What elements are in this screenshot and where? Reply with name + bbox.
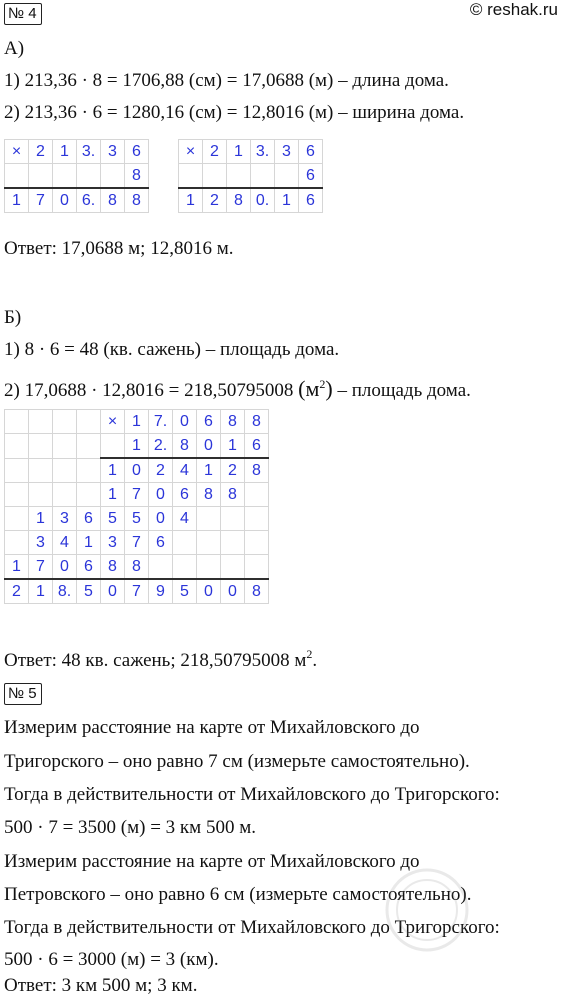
- grid-cell: 6: [173, 483, 197, 507]
- grid-cell: ×: [179, 140, 203, 164]
- grid-row: [5, 507, 269, 531]
- grid-cell: 0: [149, 507, 173, 531]
- grid-cell: [5, 531, 29, 555]
- grid-cell: 6: [299, 188, 323, 213]
- grid-cell: [53, 410, 77, 434]
- grid-cell: 7: [125, 483, 149, 507]
- grid-cell: [5, 458, 29, 483]
- watermark-icon: [382, 865, 472, 955]
- grid-cell: 6: [299, 164, 323, 189]
- grid-cell: 8: [125, 164, 149, 189]
- grid-cell: 8: [125, 188, 149, 213]
- grid-cell: 6: [77, 555, 101, 580]
- grid-row: [5, 531, 269, 555]
- grid-row: [179, 164, 323, 189]
- grid-cell: 1: [179, 188, 203, 213]
- grid-cell: 1: [29, 579, 53, 604]
- section-a-answer: Ответ: 17,0688 м; 12,8016 м.: [4, 238, 234, 259]
- grid-row: [5, 434, 269, 459]
- grid-cell: 5: [125, 507, 149, 531]
- grid-row: [5, 410, 269, 434]
- grid-cell: [77, 164, 101, 189]
- grid-cell: 2.: [149, 434, 173, 459]
- grid-cell: [179, 164, 203, 189]
- section-b-line-1: 1) 8 · 6 = 48 (кв. сажень) – площадь дома.: [4, 339, 340, 360]
- grid-cell: 1: [197, 458, 221, 483]
- grid-cell: 2: [5, 579, 29, 604]
- grid-cell: [173, 531, 197, 555]
- grid-cell: 2: [221, 458, 245, 483]
- grid-cell: [221, 507, 245, 531]
- grid-cell: 0: [53, 188, 77, 213]
- grid-cell: [173, 555, 197, 580]
- grid-cell: 1: [125, 410, 149, 434]
- grid-cell: [53, 483, 77, 507]
- grid-cell: [5, 410, 29, 434]
- grid-cell: 8: [101, 188, 125, 213]
- grid-cell: 4: [53, 531, 77, 555]
- section-a-label: А): [4, 38, 25, 59]
- grid-cell: [221, 531, 245, 555]
- grid-cell: [53, 434, 77, 459]
- section-a-line-1: 1) 213,36 · 8 = 1706,88 (см) = 17,0688 (м) – длина дома.: [4, 70, 449, 91]
- task5-answer: Ответ: 3 км 500 м; 3 км.: [4, 975, 198, 996]
- grid-cell: 8.: [53, 579, 77, 604]
- grid-cell: [5, 164, 29, 189]
- grid-cell: [5, 507, 29, 531]
- grid-cell: 5: [77, 579, 101, 604]
- grid-cell: ×: [5, 140, 29, 164]
- grid-cell: 9: [149, 579, 173, 604]
- grid-cell: [77, 410, 101, 434]
- task5-line-7: Тогда в действительности от Михайловского до Тригорского:: [4, 917, 500, 938]
- grid-cell: 1: [101, 458, 125, 483]
- grid-cell: 7.: [149, 410, 173, 434]
- grid-cell: 0: [125, 458, 149, 483]
- grid-cell: [197, 507, 221, 531]
- grid-row: [179, 140, 323, 164]
- grid-cell: 8: [173, 434, 197, 459]
- grid-cell: [5, 434, 29, 459]
- grid-cell: 1: [275, 188, 299, 213]
- grid-cell: [29, 410, 53, 434]
- task5-line-8: 500 · 6 = 3000 (м) = 3 (км).: [4, 949, 219, 970]
- grid-cell: 1: [101, 483, 125, 507]
- grid-cell: [5, 483, 29, 507]
- grid-cell: 1: [125, 434, 149, 459]
- grid-cell: 1: [77, 531, 101, 555]
- grid-cell: [29, 483, 53, 507]
- grid-cell: 8: [245, 458, 269, 483]
- grid-cell: 8: [125, 555, 149, 580]
- grid-cell: 6: [149, 531, 173, 555]
- grid-cell: [197, 555, 221, 580]
- grid-cell: 1: [227, 140, 251, 164]
- grid-cell: [77, 458, 101, 483]
- task5-line-4: 500 · 7 = 3500 (м) = 3 км 500 м.: [4, 817, 256, 838]
- grid-cell: 6: [299, 140, 323, 164]
- task-number-4: № 4: [4, 3, 42, 25]
- grid-cell: [29, 458, 53, 483]
- grid-cell: 7: [29, 555, 53, 580]
- grid-cell: [245, 555, 269, 580]
- grid-row: [5, 579, 269, 604]
- grid-cell: 8: [245, 579, 269, 604]
- grid-cell: [53, 458, 77, 483]
- multiplication-grid-a1: [4, 139, 149, 213]
- grid-cell: [29, 434, 53, 459]
- grid-cell: 8: [101, 555, 125, 580]
- grid-cell: 2: [203, 188, 227, 213]
- grid-cell: [245, 531, 269, 555]
- grid-cell: 6.: [77, 188, 101, 213]
- grid-cell: 3: [101, 140, 125, 164]
- grid-cell: 2: [29, 140, 53, 164]
- grid-cell: ×: [101, 410, 125, 434]
- grid-row: [5, 555, 269, 580]
- task5-line-1: Измерим расстояние на карте от Михайловского до: [4, 717, 420, 738]
- grid-cell: 1: [221, 434, 245, 459]
- grid-cell: 7: [125, 531, 149, 555]
- section-b-answer: Ответ: 48 кв. сажень; 218,50795008 $м^2$.: [4, 647, 318, 671]
- grid-cell: 3: [53, 507, 77, 531]
- grid-cell: 6: [77, 507, 101, 531]
- grid-cell: 4: [173, 507, 197, 531]
- grid-cell: 1: [29, 507, 53, 531]
- grid-cell: [197, 531, 221, 555]
- grid-cell: 3: [101, 531, 125, 555]
- task-number-5: № 5: [4, 683, 42, 705]
- grid-cell: [245, 507, 269, 531]
- grid-cell: 7: [125, 579, 149, 604]
- grid-cell: 6: [245, 434, 269, 459]
- grid-cell: 0: [101, 579, 125, 604]
- grid-cell: 3: [29, 531, 53, 555]
- grid-cell: [77, 483, 101, 507]
- grid-cell: 3.: [77, 140, 101, 164]
- grid-row: [5, 483, 269, 507]
- grid-cell: 8: [221, 483, 245, 507]
- grid-cell: 0: [197, 434, 221, 459]
- grid-row: [5, 164, 149, 189]
- grid-cell: 1: [5, 188, 29, 213]
- grid-row: [5, 188, 149, 213]
- site-credit: © reshak.ru: [469, 0, 558, 19]
- grid-cell: 7: [29, 188, 53, 213]
- grid-cell: 0: [197, 579, 221, 604]
- multiplication-grid-b: [4, 409, 269, 604]
- grid-cell: [77, 434, 101, 459]
- section-b-label: Б): [4, 307, 22, 328]
- grid-cell: 8: [227, 188, 251, 213]
- grid-cell: 2: [203, 140, 227, 164]
- task5-line-2: Тригорского – оно равно 7 см (измерьте самостоятельно).: [4, 751, 470, 772]
- grid-cell: 0.: [251, 188, 275, 213]
- multiplication-grid-a2: [178, 139, 323, 213]
- grid-cell: [29, 164, 53, 189]
- grid-cell: 0: [149, 483, 173, 507]
- grid-cell: 0: [221, 579, 245, 604]
- grid-cell: 1: [5, 555, 29, 580]
- grid-row: [5, 458, 269, 483]
- grid-cell: [149, 555, 173, 580]
- grid-cell: [203, 164, 227, 189]
- grid-cell: 4: [173, 458, 197, 483]
- grid-cell: 8: [197, 483, 221, 507]
- grid-cell: 8: [245, 410, 269, 434]
- grid-cell: 8: [221, 410, 245, 434]
- grid-cell: 6: [125, 140, 149, 164]
- grid-cell: [221, 555, 245, 580]
- grid-cell: [101, 164, 125, 189]
- section-a-line-2: 2) 213,36 · 6 = 1280,16 (см) = 12,8016 (м) – ширина дома.: [4, 102, 465, 123]
- grid-cell: 1: [53, 140, 77, 164]
- grid-cell: [101, 434, 125, 459]
- grid-cell: [245, 483, 269, 507]
- task5-line-3: Тогда в действительности от Михайловского до Тригорского:: [4, 784, 500, 805]
- grid-cell: 6: [197, 410, 221, 434]
- task5-line-6: Петровского – оно равно 6 см (измерьте самостоятельно).: [4, 884, 472, 905]
- grid-cell: 5: [173, 579, 197, 604]
- grid-row: [5, 140, 149, 164]
- grid-cell: [275, 164, 299, 189]
- grid-cell: [53, 164, 77, 189]
- grid-cell: 5: [101, 507, 125, 531]
- grid-cell: 0: [53, 555, 77, 580]
- grid-cell: [251, 164, 275, 189]
- grid-cell: 3: [275, 140, 299, 164]
- section-b-line-2: 2) 17,0688 · 12,8016 = 218,50795008 $(м^2)$ – площадь дома.: [4, 376, 471, 401]
- grid-cell: 2: [149, 458, 173, 483]
- grid-cell: [227, 164, 251, 189]
- grid-cell: 3.: [251, 140, 275, 164]
- grid-row: [179, 188, 323, 213]
- grid-cell: 0: [173, 410, 197, 434]
- task5-line-5: Измерим расстояние на карте от Михайловского до: [4, 851, 420, 872]
